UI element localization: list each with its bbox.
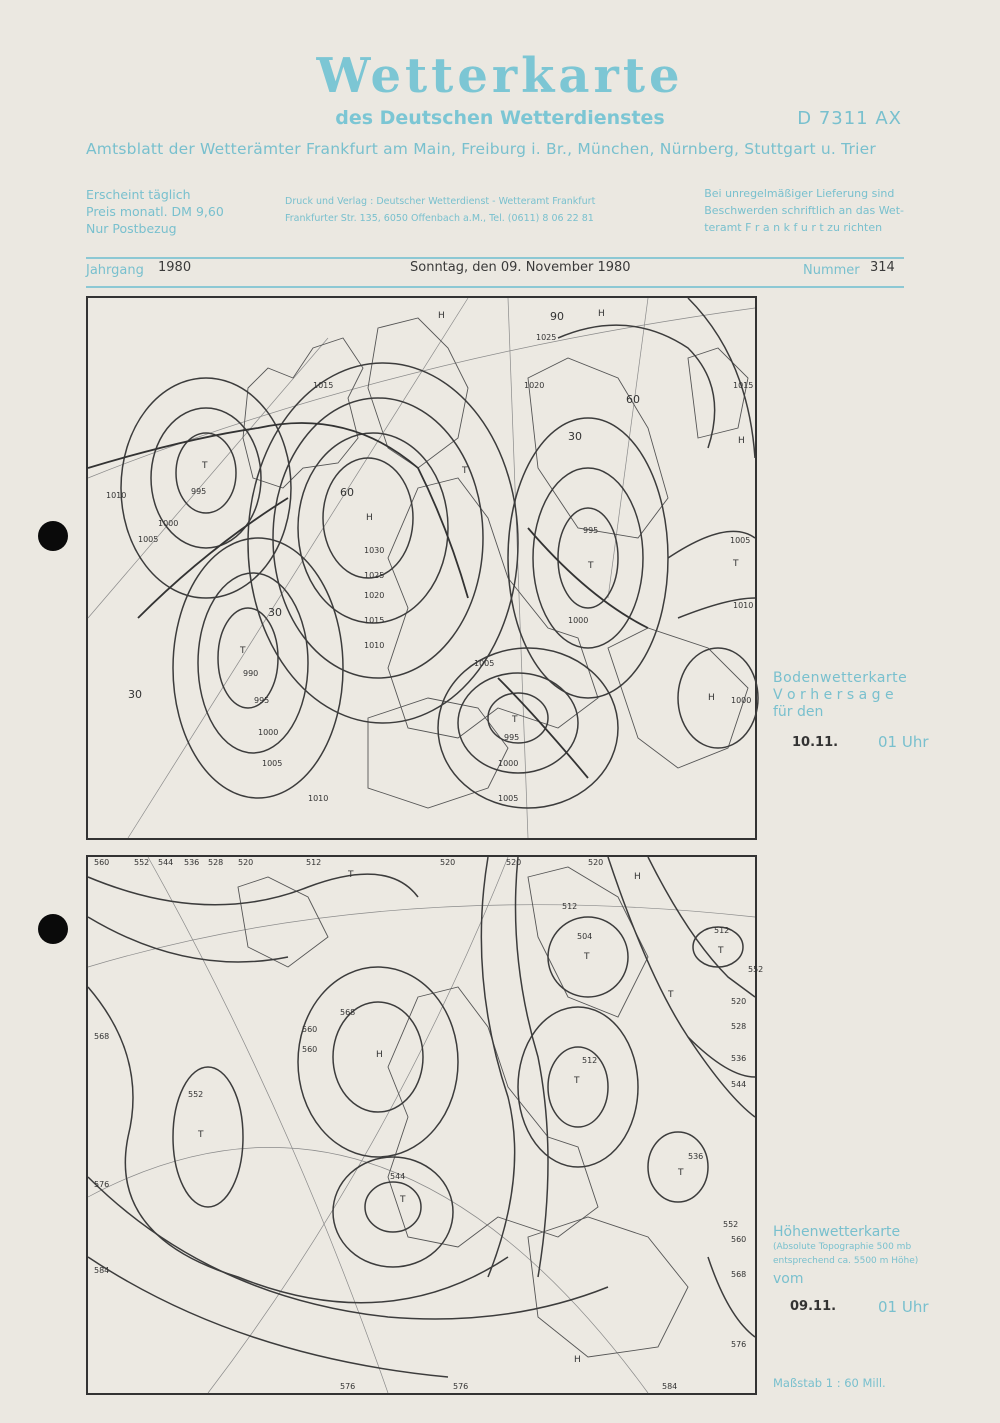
low-center: T (240, 646, 246, 656)
upper-map-time: 01 Uhr (878, 1298, 929, 1316)
contour-label: 576 (453, 1382, 469, 1391)
isobar-label: 1000 (568, 616, 589, 625)
contour-label: 512 (306, 858, 322, 867)
contour-label: 512 (582, 1056, 598, 1065)
header-rule-bottom (86, 286, 904, 288)
contour-label: 504 (577, 932, 593, 941)
contour-label: 520 (731, 997, 747, 1006)
low-center: T (462, 466, 468, 476)
low-center: T (733, 559, 739, 569)
grid-line (128, 298, 468, 838)
contour-label: 512 (562, 902, 578, 911)
surface-map-title: Bodenwetterkarte (773, 670, 908, 686)
masthead-title: Wetterkarte (316, 48, 684, 104)
surface-map-forecast: V o r h e r s a g e (773, 687, 894, 703)
low-center: T (668, 990, 674, 1000)
isobar-label: 1015 (733, 381, 754, 390)
low-center: T (584, 952, 590, 962)
upper-map-date: 09.11. (790, 1299, 837, 1314)
contour-label: 520 (588, 858, 604, 867)
high-center: H (574, 1355, 581, 1365)
contour-label: 560 (731, 1235, 747, 1244)
upper-air-map (86, 855, 764, 1395)
isobar-label: 1020 (524, 381, 545, 390)
publication-code: D 7311 AX (797, 108, 902, 129)
coastline (688, 348, 748, 438)
height-contours (88, 857, 755, 1377)
isobar-label: 1000 (498, 759, 519, 768)
jahrgang-value: 1980 (158, 260, 192, 275)
coastline (528, 867, 648, 1017)
high-center: H (708, 693, 715, 703)
latitude-label: 60 (340, 486, 354, 499)
contour-label: 560 (302, 1045, 318, 1054)
upper-map-title: Höhenwetterkarte (773, 1224, 901, 1240)
latitude-label: 30 (568, 430, 582, 443)
contour-label: 568 (94, 1032, 110, 1041)
low-center: T (348, 870, 354, 880)
low-center: T (574, 1076, 580, 1086)
coastline (388, 478, 598, 738)
isobar-label: 990 (243, 669, 259, 678)
low-center: T (198, 1130, 204, 1140)
high-center: H (376, 1050, 383, 1060)
nummer-label: Nummer (803, 263, 860, 278)
punch-hole (38, 914, 68, 944)
isobar-label: 1000 (731, 696, 752, 705)
latitude-label: 30 (268, 606, 282, 619)
low-center: T (678, 1168, 684, 1178)
coastline (368, 698, 508, 808)
surface-weather-map (86, 296, 757, 840)
latitude-label: 90 (550, 310, 564, 323)
isobars (121, 298, 758, 808)
contour-label: 544 (158, 858, 174, 867)
front-line (528, 528, 648, 628)
low-center: T (202, 461, 208, 471)
isobar-label: 1015 (364, 616, 385, 625)
grid-line (88, 338, 328, 618)
contour-label: 512 (714, 926, 730, 935)
masthead-subtitle: des Deutschen Wetterdienstes (335, 107, 665, 129)
contour-label: 552 (748, 965, 764, 974)
isobar-label: 1015 (313, 381, 334, 390)
low-center: T (400, 1195, 406, 1205)
contour-label: 520 (440, 858, 456, 867)
isobar-label: 1010 (106, 491, 127, 500)
isobar-label: 1010 (308, 794, 329, 803)
info-right: Bei unregelmäßiger Lieferung sind Beschwerden schriftlich an das Wet- teramt F r a n k f u r t zu richten (704, 187, 904, 234)
grid-line (88, 1147, 648, 1393)
contour-label: 576 (731, 1340, 747, 1349)
surface-map-time: 01 Uhr (878, 733, 929, 751)
contour-label: 552 (134, 858, 150, 867)
high-center: H (598, 309, 605, 319)
contour-label: 544 (731, 1080, 747, 1089)
contour-label: 568 (731, 1270, 747, 1279)
contour-label: 528 (208, 858, 224, 867)
map-scale: Maßstab 1 : 60 Mill. (773, 1376, 886, 1390)
coastline (388, 987, 598, 1247)
isobar-label: 1020 (364, 591, 385, 600)
surface-map-for-the: für den (773, 704, 824, 720)
contour-label: 560 (94, 858, 110, 867)
isobar-label: 1000 (158, 519, 179, 528)
contour-label: 520 (238, 858, 254, 867)
isobar-label: 1005 (138, 535, 159, 544)
latitude-label: 30 (128, 688, 142, 701)
contour-label: 536 (184, 858, 200, 867)
isobar-label: 1005 (474, 659, 495, 668)
contour-label: 536 (688, 1152, 704, 1161)
surface-map-date: 10.11. (792, 735, 839, 750)
high-center: H (738, 436, 745, 446)
contour-label: 576 (340, 1382, 356, 1391)
low-center: T (718, 946, 724, 956)
contour-label: 584 (662, 1382, 678, 1391)
contour-label: 536 (731, 1054, 747, 1063)
isobar-label: 1025 (364, 571, 385, 580)
contour-label: 528 (731, 1022, 747, 1031)
coastline (238, 877, 328, 967)
grid-line (608, 298, 648, 598)
isobar-label: 995 (583, 526, 599, 535)
info-left: Erscheint täglich Preis monatl. DM 9,60 Nur Postbezug (86, 187, 224, 236)
issue-date: Sonntag, den 09. November 1980 (410, 260, 631, 275)
jahrgang-label: Jahrgang (86, 263, 144, 278)
front-line (88, 423, 468, 598)
latitude-label: 60 (626, 393, 640, 406)
surface-map-svg (88, 298, 755, 838)
isobar-label: 1010 (733, 601, 754, 610)
contour-label: 520 (506, 858, 522, 867)
high-center: H (634, 872, 641, 882)
isobar-label: 1000 (258, 728, 279, 737)
coastline (368, 318, 468, 468)
upper-map-from: vom (773, 1271, 804, 1287)
contour-label: 544 (390, 1172, 406, 1181)
nummer-value: 314 (870, 260, 895, 275)
isobar-label: 1005 (262, 759, 283, 768)
info-center: Druck und Verlag : Deutscher Wetterdienst - Wetteramt Frankfurt Frankfurter Str. 135, 6050 Offenbach a.M., Tel. (0611) 8 06 22 81 (285, 196, 596, 224)
contour-label: 552 (188, 1090, 204, 1099)
isobar-label: 1010 (364, 641, 385, 650)
contour-label: 576 (94, 1180, 110, 1189)
punch-hole (38, 521, 68, 551)
low-center: T (512, 715, 518, 725)
isobar-label: 1030 (364, 546, 385, 555)
header-rule-top (86, 257, 904, 259)
isobar-label: 995 (504, 733, 520, 742)
high-center: H (366, 513, 373, 523)
amtsblatt-line: Amtsblatt der Wetterämter Frankfurt am Main, Freiburg i. Br., München, Nürnberg, Stuttgart u. Trier (86, 140, 876, 158)
contour-label: 552 (723, 1220, 739, 1229)
isobar-label: 995 (254, 696, 270, 705)
low-center: H (438, 311, 445, 321)
contour-label: 560 (302, 1025, 318, 1034)
isobar-label: 995 (191, 487, 207, 496)
low-center: T (588, 561, 594, 571)
upper-map-svg (88, 857, 764, 1393)
isobar-label: 1005 (498, 794, 519, 803)
contour-label: 584 (94, 1266, 110, 1275)
upper-map-subtitle-2: entsprechend ca. 5500 m Höhe) (773, 1256, 919, 1266)
contour-label: 568 (340, 1008, 356, 1017)
upper-map-subtitle-1: (Absolute Topographie 500 mb (773, 1242, 912, 1252)
isobar-label: 1025 (536, 333, 557, 342)
grid-line (508, 298, 528, 838)
isobar-label: 1005 (730, 536, 751, 545)
